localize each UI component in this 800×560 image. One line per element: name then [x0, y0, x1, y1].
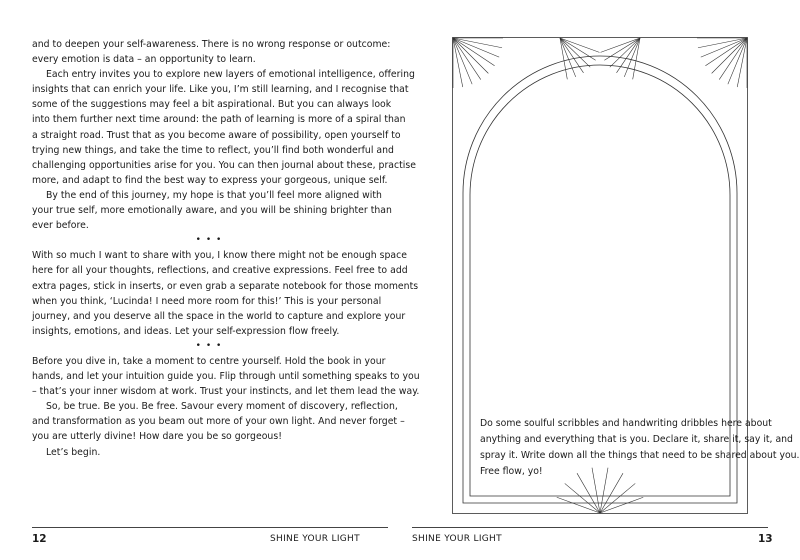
text-line: – that’s your inner wisdom at work. Trust your instincts, and let them lead the way.: [32, 386, 420, 398]
text-line: extra pages, stick in inserts, or even grab a separate notebook for those moments: [32, 280, 419, 292]
text-line: when you think, ‘Lucinda! I need more room for this!’ This is your personal: [32, 295, 382, 307]
text-line: a straight road. Trust that as you become aware of possibility, open yourself to: [32, 129, 401, 141]
text-line: and transformation as you beam out more of your own light. And never forget –: [32, 416, 405, 428]
journal-prompt: [480, 416, 800, 480]
prompt-line: Free flow, yo!: [480, 466, 543, 477]
text-line: insights that can enrich your life. Like you, I’m still learning, and I recognise that: [32, 84, 409, 96]
ray-line: [557, 497, 600, 513]
ray-line: [600, 497, 643, 513]
text-line: Before you dive in, take a moment to centre yourself. Hold the book in your: [32, 355, 386, 367]
right-page: [400, 0, 800, 560]
section-separator: • • •: [195, 235, 223, 246]
prompt-line: spray it. Write down all the things that need to be shared about you.: [480, 450, 800, 461]
section-separator: • • •: [195, 340, 223, 351]
prompt-line: Do some soulful scribbles and handwriting dribbles here about: [480, 418, 772, 429]
text-line: here for all your thoughts, reflections, and creative expressions. Feel free to add: [32, 265, 408, 277]
text-line: more, and adapt to find the best way to express your gorgeous, unique self.: [32, 174, 388, 186]
page-number: 12: [32, 533, 47, 545]
text-line: your true self, more emotionally aware, and you will be shining brighter than: [32, 205, 392, 217]
text-line: By the end of this journey, my hope is that you’ll feel more aligned with: [46, 189, 382, 201]
running-head: SHINE YOUR LIGHT: [412, 534, 502, 544]
page-number: 13: [758, 533, 773, 545]
text-line: trying new things, and take the time to reflect, you’ll find both wonderful and: [32, 144, 394, 156]
ray-line: [453, 38, 488, 73]
text-line: insights, emotions, and ideas. Let your self-expression flow freely.: [32, 325, 340, 337]
text-line: challenging opportunities arise for you. You can then journal about these, practise: [32, 159, 417, 171]
text-line: So, be true. Be you. Be free. Savour every moment of discovery, reflection,: [46, 401, 398, 413]
text-line: every emotion is data – an opportunity to learn.: [32, 54, 256, 66]
text-line: Each entry invites you to explore new layers of emotional intelligence, offering: [46, 69, 415, 81]
text-line: Let’s begin.: [46, 446, 101, 458]
left-page-body: [32, 37, 420, 460]
footer-rule: [32, 527, 388, 528]
ray-line: [565, 483, 600, 513]
ray-line: [600, 483, 635, 513]
ray-line: [712, 38, 747, 73]
text-line: hands, and let your intuition guide you. Flip through until something speaks to you: [32, 371, 420, 383]
running-head: SHINE YOUR LIGHT: [270, 534, 360, 544]
text-line: ever before.: [32, 220, 89, 232]
prompt-line: anything and everything that is you. Declare it, share it, say it, and: [480, 434, 793, 445]
text-line: journey, and you deserve all the space in the world to capture and explore your: [32, 310, 406, 322]
text-line: With so much I want to share with you, I know there might not be enough space: [32, 250, 407, 262]
text-line: and to deepen your self-awareness. There is no wrong response or outcome:: [32, 39, 391, 50]
text-line: into them further next time around: the path of learning is more of a spiral than: [32, 114, 406, 126]
text-line: you are utterly divine! How dare you be so gorgeous!: [32, 431, 282, 443]
footer-rule: [412, 527, 768, 528]
text-line: some of the suggestions may feel a bit aspirational. But you can always look: [32, 99, 392, 111]
